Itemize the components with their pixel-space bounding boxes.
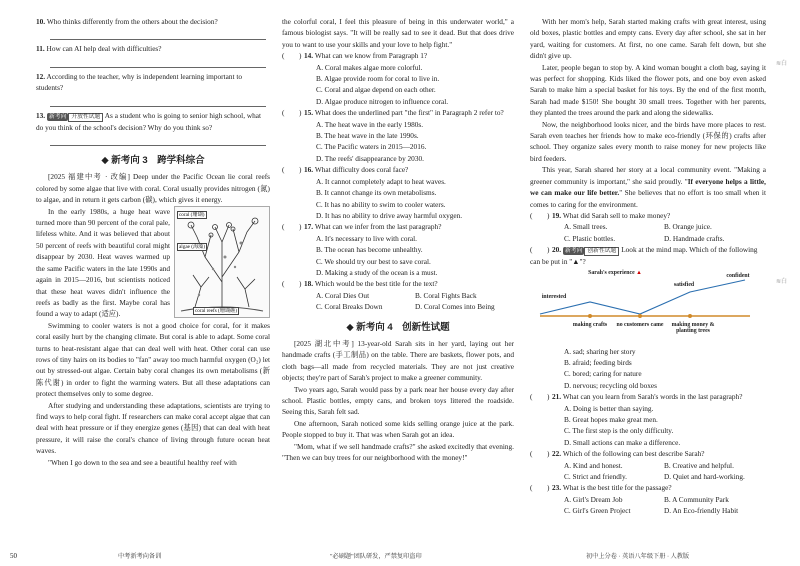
question-14: ( ) 14. What can we know from Paragraph 1? A. Coral makes algae more colorful. B. Algae provide room for coral to live in. C. Coral and algae depend on each other. D. Algae produce nitrogen to influence coral.	[282, 50, 514, 107]
algae-label: algae (海藻)	[179, 243, 206, 250]
event-no-customers: no customers came	[616, 321, 664, 328]
option: A. Doing is better than saying.	[564, 403, 654, 413]
option: B. The ocean has become unhealthy.	[316, 245, 423, 255]
option: A. The heat wave in the early 1980s.	[316, 119, 424, 129]
passage-paragraph: In the early 1980s, a huge heat wave turned more than 90 percent of the coral pale, lifeless white. And it was believed that about 50 percent of reefs with beautiful coral might disappear by 2030. Heat waves warmed up the same Pacific waters in the late 1990s and again in 2015—2016, but scientists noticed that these heat waves didn't influence the reefs as badly as the first. Maybe coral has found a way to adapt (适应).	[36, 206, 170, 319]
footer-center: "必刷题"团队研发，严禁复印盗印	[330, 553, 422, 560]
passage-paragraph: [2025 湖北中考] 13-year-old Sarah sits in her yard, laying out her handmade crafts (手工制品) on the table. There are baskets, flower pots, and cloth bags—all made from recycled materials. They are not just creative objects; they're part of Sarah's project to make a greener community.	[282, 338, 514, 383]
option: D. Coral Comes into Being	[415, 302, 495, 312]
node-dot	[688, 314, 692, 318]
passage-paragraph: After studying and understanding these adaptations, scientists are trying to find ways to help coral fight. If researchers can make coral accept algae that can deal with heat pressure or if they energize genes (基因) that can deal with heat pressure, it will raise the coral's chance of living through future ocean heat waves.	[36, 400, 270, 456]
option: D. Small actions can make a difference.	[564, 437, 681, 447]
coral-reefs-label: coral reefs (珊瑚礁)	[195, 307, 238, 314]
option: C. It has no ability to swim to cooler waters.	[316, 199, 446, 209]
question-13: 13. 新考向 开放性试题 As a student who is going to senior high school, what do you think of the school's decision? Why do you think so?	[36, 110, 262, 132]
option: C. The Pacific waters in 2015—2016.	[316, 142, 427, 152]
node-dot	[638, 314, 642, 318]
option: A. Coral makes algae more colorful.	[316, 62, 423, 72]
option: B. Creative and helpful.	[664, 460, 734, 470]
feeling-confident: confident	[726, 272, 750, 279]
answer-bracket[interactable]: ( )	[282, 51, 302, 61]
option: A. Coral Dies Out	[316, 290, 370, 300]
passage-paragraph: Later, people began to stop by. A kind woman bought a cloth bag, saying it was perfect for shopping. Kids liked the flower pots, and one boy even asked Sarah to make him a special basket for his toys. By the end of the first month, Sarah had made $150! She bought 30 small trees. Together with her parents, they planted the trees around the park and along the sidewalks.	[530, 62, 766, 118]
open-question-tag: 开放性试题	[68, 113, 103, 122]
page-number: 50	[10, 552, 17, 560]
footer-right: 初中上分卷 · 英语八年级下册 · 人教版	[586, 553, 690, 560]
column-middle	[282, 16, 514, 463]
option: B. Orange juice.	[664, 222, 712, 232]
mind-map-lines	[530, 270, 766, 344]
option: C. Coral and algae depend on each other.	[316, 85, 436, 95]
section-heading-4: ◆ 新考向 4 创新性试题	[346, 321, 450, 333]
option: B. Algae provide room for coral to live in.	[316, 74, 440, 84]
mind-map	[530, 270, 766, 344]
passage-paragraph: One afternoon, Sarah noticed some kids selling orange juice at the park. People stopped to buy it. That was when Sarah got an idea.	[282, 418, 514, 440]
passage-paragraph: Two years ago, Sarah would pass by a park near her house every day after school. Plastic bottles, empty cans, and broken toys littered the roadside. Seeing this, Sarah felt sad.	[282, 384, 514, 417]
option: C. Strict and friendly.	[564, 472, 627, 481]
passage-paragraph: This year, Sarah shared her story at a local community event. "Making a greener community is important," she said proudly. "If everyone helps a little, we can make our life better." She believes that no effort is too small when it comes to caring for the environment.	[530, 165, 766, 209]
option: D. It has no ability to drive away harmful oxygen.	[316, 210, 463, 220]
option: C. Coral Breaks Down	[316, 302, 383, 312]
option: C. Plastic bottles.	[564, 233, 616, 243]
answer-bracket[interactable]: ( )	[530, 449, 550, 459]
question-18: ( ) 18. Which would be the best title for the text? A. Coral Dies Out B. Coral Fights Back C. Coral Breaks Down D. Coral Comes into Being	[282, 278, 514, 312]
option: A. It's necessary to live with coral.	[316, 233, 418, 243]
coral-illustration	[174, 206, 270, 318]
option: D. Quiet and hard-working.	[664, 472, 745, 481]
answer-bracket[interactable]: ( )	[282, 279, 302, 289]
side-margin-mark: ≋白	[776, 61, 788, 67]
answer-bracket[interactable]: ( )	[282, 108, 302, 118]
question-19: ( ) 19. What did Sarah sell to make money? A. Small trees. B. Orange juice. C. Plastic bottles. D. Handmade crafts.	[530, 210, 766, 244]
blank-marker: ▲	[636, 269, 642, 276]
passage-paragraph: "Mom, what if we sell handmade crafts?" she asked excitedly that evening. "Then we can buy trees for our neighborhood with the money!"	[282, 441, 514, 463]
column-left	[36, 16, 270, 468]
question-17: ( ) 17. What can we infer from the last paragraph? A. It's necessary to live with coral. B. The ocean has become unhealthy. C. We should try our best to save coral. D. Making a study of the ocean is a must.	[282, 221, 514, 278]
option: D. An Eco-friendly Habit	[664, 506, 739, 516]
answer-line[interactable]	[50, 55, 266, 68]
option: D. The reefs' disappearance by 2030.	[316, 153, 424, 163]
innovative-question-tag: 创新性试题	[584, 247, 619, 256]
option: C. The first step is the only difficulty.	[564, 426, 674, 436]
passage-paragraph: With her mom's help, Sarah started making crafts with great interest, using old boxes, plastic bottles and empty cans. Every day after school, she sat in her yard, waiting for customers. At first, no one came. Sarah felt down, but she didn't give up.	[530, 17, 766, 61]
node-dot	[588, 314, 592, 318]
option: B. It cannot change its own metabolisms.	[316, 188, 437, 198]
question-12: 12. According to the teacher, why is independent learning important to students?	[36, 71, 242, 93]
passage-paragraph: [2025 福建中考 · 改编] Deep under the Pacific Ocean lie coral reefs colored by some algae that live with coral. Coral usually provides nitrogen (氮) to algae, and in return it gets carbon (碳), which gives it energy.	[36, 172, 270, 205]
option: B. Great hopes make great men.	[564, 414, 658, 424]
option: D. nervous; recycling old boxes	[564, 380, 658, 390]
passage-paragraph: Swimming to cooler waters is not a good choice for coral, for it makes coral easily hurt by the changing climate. But coral is able to adapt. Some coral turns to heat-resistant algae that can deal well with heat. Other coral can use rows of tiny hairs on its bodies to "fan" away too much harmful oxygen (O₂) let out by stressed-out algae. Certain baby coral changes its own metabolisms (新陈代谢) in order to fight the warming waters. But all these adaptations can protect themselves only to some degree.	[36, 320, 270, 399]
question-23: ( ) 23. What is the best title for the passage? A. Girl's Dream Job B. A Community Park C. Girl's Green Project D. An Eco-friendly Habit	[530, 482, 766, 516]
question-15: ( ) 15. What does the underlined part "the first" in Paragraph 2 refer to? A. The heat wave in the early 1980s. B. The heat wave in the late 1990s. C. The Pacific waters in 2015—2016. D. The reefs' disappearance by 2030.	[282, 107, 514, 164]
answer-line[interactable]	[50, 94, 266, 107]
answer-bracket[interactable]: ( )	[282, 222, 302, 232]
question-10: 10. Who thinks differently from the others about the decision?	[36, 17, 218, 26]
question-20: ( ) 20. 新考向 创新性试题 Look at the mind map. Which of the following can be put in "▲"? Sarah's experience ▲ confident satisfied interested making crafts no customers came making money & planting trees A. sad; sharing her story B. afraid; feeding birds C. bored; caring for nature D. nervous; recycling old boxes	[530, 244, 766, 391]
option: A. Girl's Dream Job	[564, 494, 623, 504]
option: D. Handmade crafts.	[664, 233, 725, 243]
answer-bracket[interactable]: ( )	[530, 392, 550, 402]
option: B. A Community Park	[664, 494, 729, 504]
answer-line[interactable]	[50, 27, 266, 40]
option: D. Algae produce nitrogen to influence coral.	[316, 96, 449, 106]
option: A. It cannot completely adapt to heat waves.	[316, 176, 446, 186]
footer-left: 中考新考向备训	[118, 553, 162, 560]
option: D. Making a study of the ocean is a must.	[316, 267, 438, 277]
option: C. bored; caring for nature	[564, 369, 642, 379]
event-making-crafts: making crafts	[572, 321, 608, 328]
option: B. afraid; feeding birds	[564, 357, 632, 367]
option: B. The heat wave in the late 1990s.	[316, 131, 419, 141]
option: A. Kind and honest.	[564, 460, 623, 470]
event-money-trees: making money & planting trees	[671, 321, 715, 335]
answer-bracket[interactable]: ( )	[530, 483, 550, 493]
answer-line[interactable]	[50, 133, 266, 146]
question-16: ( ) 16. What difficulty does coral face? A. It cannot completely adapt to heat waves. B. It cannot change its own metabolisms. C. It has no ability to swim to cooler waters. D. It has no ability to drive away harmful oxygen.	[282, 164, 514, 221]
feeling-satisfied: satisfied	[673, 281, 695, 288]
column-right	[530, 16, 766, 517]
blank-marker: ▲	[572, 257, 580, 267]
question-22: ( ) 22. Which of the following can best describe Sarah? A. Kind and honest. B. Creative and helpful. C. Strict and friendly. D. Quiet and hard-working.	[530, 448, 766, 482]
coral-drawing	[175, 207, 269, 317]
section-heading-3: ◆ 新考向 3 跨学科综合	[101, 155, 205, 167]
answer-bracket[interactable]: ( )	[282, 165, 302, 175]
option: C. We should try our best to save coral.	[316, 256, 431, 266]
answer-bracket[interactable]: ( )	[530, 245, 550, 255]
option: A. Small trees.	[564, 222, 608, 232]
passage-paragraph: Now, the neighborhood looks nicer, and the birds have more places to rest. Sarah even teaches her friends how to make eco-friendly (环保的) crafts after school. They organize sales every month to raise money for new projects like bird feeders.	[530, 119, 766, 163]
feeling-interested: interested	[541, 293, 567, 300]
coral-label: coral (珊瑚)	[179, 211, 205, 218]
answer-bracket[interactable]: ( )	[530, 210, 550, 220]
mind-map-title: Sarah's experience ▲	[588, 269, 642, 276]
question-21: ( ) 21. What can you learn from Sarah's words in the last paragraph? A. Doing is better than saying. B. Great hopes make great men. C. The first step is the only difficulty. D. Small actions can make a difference.	[530, 391, 766, 448]
highlighted-quote: If everyone helps a little, we can make our life better.	[530, 176, 766, 198]
passage-paragraph: the colorful coral, I feel this pleasure of being in this underwater world," a famous biologist says. "It will be really sad to see it dead. But that does drive you to want to use your skills and your love to help fight."	[282, 17, 514, 49]
side-margin-mark: ≋白	[776, 279, 788, 285]
new-trend-tag: 新考向	[48, 113, 67, 120]
option: C. Girl's Green Project	[564, 506, 631, 516]
option: A. sad; sharing her story	[564, 346, 636, 356]
option: B. Coral Fights Back	[415, 290, 477, 300]
new-trend-tag: 新考向	[564, 248, 583, 255]
question-11: 11. How can AI help deal with difficulties?	[36, 44, 162, 54]
passage-paragraph: "When I go down to the sea and see a beautiful healthy reef with	[48, 457, 237, 467]
